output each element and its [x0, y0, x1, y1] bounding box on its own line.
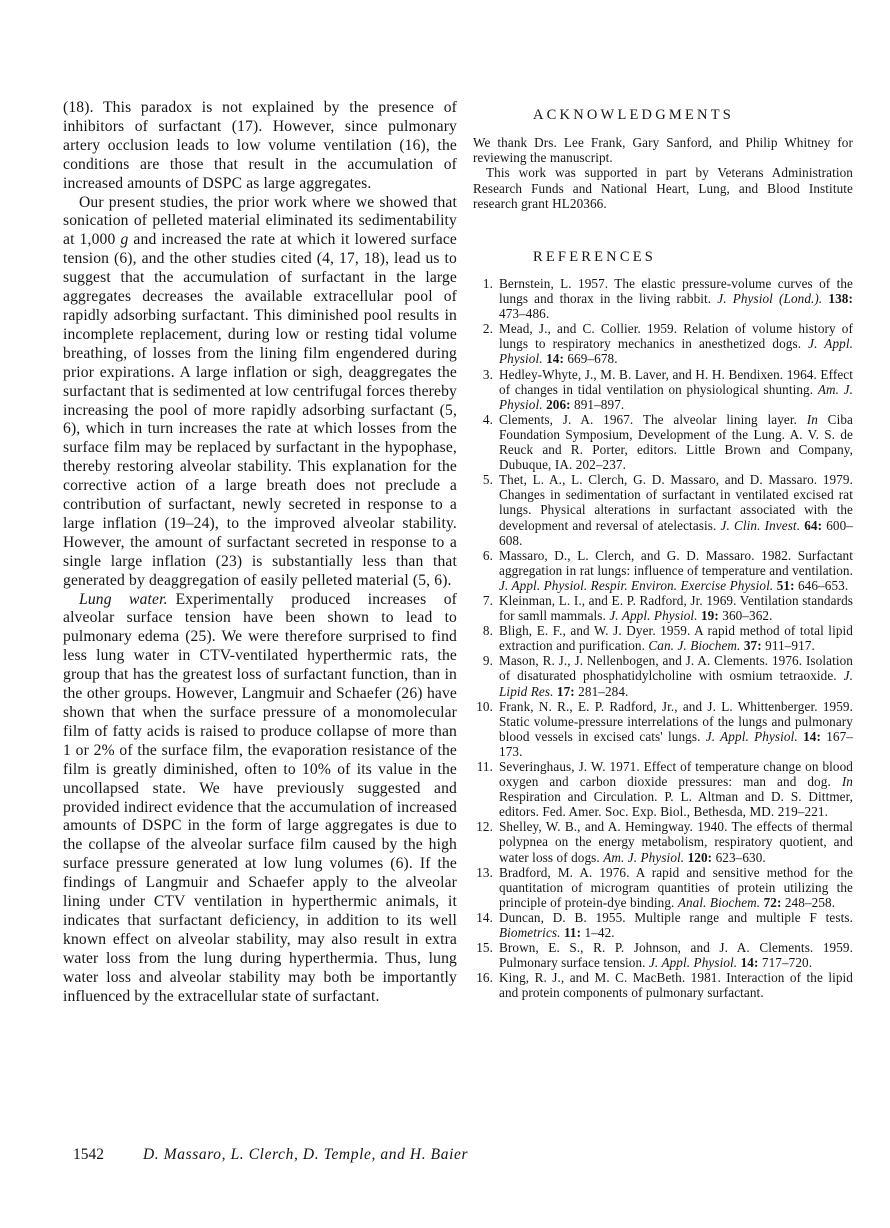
running-authors: D. Massaro, L. Clerch, D. Temple, and H. Baier: [143, 1146, 469, 1163]
reference-number: 8.: [482, 623, 493, 639]
text-run: 51:: [776, 577, 795, 593]
reference-number: 15.: [476, 940, 493, 956]
reference-text: [499, 548, 853, 593]
text-run: King, R. J., and M. C. MacBeth. 1981. Interaction of the lipid and protein components of pulmonary surfactant.: [499, 970, 853, 1001]
reference-number: 1.: [482, 276, 493, 292]
body-text-column: [63, 99, 457, 1007]
text-run: In: [806, 411, 818, 427]
text-run: Clements, J. A. 1967. The alveolar lining layer.: [499, 411, 807, 427]
text-run: 19:: [700, 608, 719, 624]
reference-number: 7.: [482, 592, 493, 608]
reference-item: [473, 412, 853, 472]
back-matter-column: [473, 99, 853, 1001]
body-paragraph: [63, 591, 457, 1007]
text-run: Bradford, M. A. 1976. A rapid and sensitive method for the quantitation of microgram quantities of protein utilizing the principle of protein-dye binding.: [499, 864, 853, 910]
text-run: 17:: [556, 683, 575, 699]
text-run: Our present studies, the prior work where we showed that sonication of pelleted material eliminated its sedimentability at 1,000: [63, 193, 457, 249]
text-run: Anal. Biochem.: [677, 894, 761, 910]
text-run: Am. J. Physiol.: [499, 381, 853, 412]
reference-number: 9.: [482, 653, 493, 669]
acknowledgments-text: [473, 135, 853, 211]
acknowledgment-paragraph: We thank Drs. Lee Frank, Gary Sanford, and Philip Whitney for reviewing the manuscript.: [473, 135, 853, 166]
text-run: Severinghaus, J. W. 1971. Effect of temperature change on blood oxygen and carbon dioxide pressures: man and dog.: [499, 759, 853, 790]
text-run: 911–917.: [761, 638, 815, 654]
reference-item: [473, 472, 853, 547]
text-run: (18). This paradox is not explained by the presence of inhibitors of surfactant (17). However, since pulmonary artery occlusion leads to low volume ventilation (16), the conditions are those that result in the accumulation of increased amounts of DSPC as large aggregates.: [63, 99, 457, 192]
text-run: Hedley-Whyte, J., M. B. Laver, and H. H. Bendixen. 1964. Effect of changes in tidal ventilation on physiological shunting.: [499, 366, 853, 397]
reference-text: [499, 653, 853, 698]
text-run: 72:: [763, 894, 782, 910]
text-run: Experimentally produced increases of alveolar surface tension have been shown to lead to pulmonary edema (25). We were therefore surprised to find less lung water in CTV-ventilated hyperthermic rats, the group that has the greatest loss of surfactant function, than in the other groups. However, Langmuir and Schaefer (26) have shown that when the surface pressure of a monomolecular film of fatty acids is raised to produce collapse of more than 1 or 2% of the surface film, the evaporation resistance of the film is greatly diminished, often to 10% of its value in the uncollapsed state. We have previously suggested and provided indirect evidence that the accumulation of increased amounts of DSPC in the form of large aggregates is due to the collapse of the alveolar surface film caused by the high surface pressure generated at low lung volumes (6). If the findings of Langmuir and Schaefer apply to the alveolar lining under CTV ventilation in hyperthermic animals, it indicates that surfactant deficiency, in addition to its well known effect on alveolar stability, may also result in extra water loss from the lung during hyperthermia. Thus, lung water loss and alveolar stability may both be importantly influenced by the extracellular state of surfactant.: [63, 590, 457, 1005]
text-run: 600–608.: [499, 517, 853, 548]
reference-item: [473, 759, 853, 819]
reference-number: 2.: [482, 321, 493, 337]
text-run: Mead, J., and C. Collier. 1959. Relation of volume history of lungs to respiratory mechanics in anesthetized dogs.: [499, 321, 853, 352]
reference-item: [473, 548, 853, 593]
text-run: Biometrics.: [499, 925, 561, 941]
reference-item: [473, 367, 853, 412]
text-run: 669–678.: [563, 351, 618, 367]
reference-text: [499, 276, 853, 321]
reference-text: [499, 759, 853, 819]
acknowledgment-paragraph: This work was supported in part by Veterans Administration Research Funds and National Heart, Lung, and Blood Institute research grant HL20366.: [473, 165, 853, 211]
reference-number: 16.: [476, 970, 493, 986]
text-run: 717–720.: [758, 955, 813, 971]
text-run: Respiration and Circulation. P. L. Altman and D. S. Dittmer, editors. Fed. Amer. Soc. Exp. Biol., Bethesda, MD. 219–221.: [499, 789, 853, 820]
text-run: J. Physiol (Lond.).: [717, 291, 823, 307]
reference-number: 12.: [476, 819, 493, 835]
reference-text: [499, 865, 853, 910]
text-run: 473–486.: [499, 306, 550, 322]
text-run: 248–258.: [781, 894, 836, 910]
text-run: Frank, N. R., E. P. Radford, Jr., and J. L. Whittenberger. 1959. Static volume-pressure interrelations of the lungs and pulmonary blood vessels in excised cats' lungs.: [499, 698, 853, 744]
reference-item: [473, 940, 853, 970]
text-run: Thet, L. A., L. Clerch, G. D. Massaro, and D. Massaro. 1979. Changes in sedimentation of surfactant in ventilated excised rat lungs. Physical alterations in surfactant associated with the development and reversal of atelectasis.: [499, 472, 853, 533]
text-run: 14:: [803, 728, 821, 744]
text-run: Mason, R. J., J. Nellenbogen, and J. A. Clements. 1976. Isolation of disaturated phosphatidylcholine with osmium tetraoxide.: [499, 653, 853, 684]
text-run: 360–362.: [718, 608, 773, 624]
reference-item: [473, 910, 853, 940]
text-run: J. Appl. Physiol.: [705, 728, 798, 744]
text-run: Kleinman, L. I., and E. P. Radford, Jr. 1969. Ventilation standards for samll mammals.: [499, 592, 853, 624]
reference-list: [473, 276, 853, 1001]
text-run: and increased the rate at which it lowered surface tension (6), and the other studies cited (4, 17, 18), lead us to suggest that the accumulation of surfactant in the large aggregates decreases the available extracellular pool of rapidly adsorbing surfactant. This diminished pool results in incomplete replacement, during low or resting tidal volume breathing, of losses from the lining film engendered during prior expirations. A large inflation or sigh, deaggregates the surfactant that is sedimented at low centrifugal forces thereby increasing the pool of more rapidly adsorbing surfactant (5, 6), which in turn increases the rate at which losses from the surface film may be replaced by surfactant in the hypophase, thereby restoring alveolar stability. This explanation for the corrective action of a large breath does not preclude a contribution of surfactant, newly secreted in response to a large inflation (19–24), to the improved alveolar stability. However, the amount of surfactant secreted in response to a single large inflation (23) is substantially less than that generated by deaggregation of easily pelleted material (5, 6).: [63, 231, 457, 589]
text-run: Shelley, W. B., and A. Hemingway. 1940. The effects of thermal polypnea on the energy metabolism, respiratory quotient, and water loss of dogs.: [499, 819, 853, 865]
reference-item: [473, 623, 853, 653]
reference-number: 5.: [482, 472, 493, 488]
text-run: J. Appl. Physiol.: [499, 336, 853, 367]
reference-text: [499, 367, 853, 412]
reference-text: [499, 699, 853, 759]
body-paragraph: [63, 194, 457, 591]
text-run: Duncan, D. B. 1955. Multiple range and multiple F tests.: [499, 909, 853, 925]
text-run: Bligh, E. F., and W. J. Dyer. 1959. A rapid method of total lipid extraction and purification.: [499, 623, 853, 654]
reference-item: [473, 819, 853, 864]
text-run: Ciba Foundation Symposium, Development of the Lung. A. V. S. de Reuck and R. Porter, editors. Little Brown and Company, Dubuque, IA. 202–237.: [499, 411, 853, 473]
reference-item: [473, 593, 853, 623]
reference-number: 6.: [482, 547, 493, 563]
text-run: J. Clin. Invest.: [720, 517, 801, 533]
page-footer: [73, 1146, 468, 1164]
reference-text: [499, 472, 853, 547]
text-run: Brown, E. S., R. P. Johnson, and J. A. Clements. 1959. Pulmonary surface tension.: [499, 940, 853, 971]
page-number: 1542: [73, 1146, 104, 1163]
references-heading: REFERENCES: [533, 249, 657, 266]
reference-text: [499, 940, 853, 970]
text-run: 623–630.: [712, 849, 766, 865]
reference-number: 10.: [476, 698, 493, 714]
text-run: Am. J. Physiol.: [603, 849, 685, 865]
reference-item: [473, 653, 853, 698]
text-run: 14:: [546, 351, 564, 367]
reference-text: [499, 412, 853, 472]
reference-item: [473, 276, 853, 321]
body-paragraph: [63, 99, 457, 194]
reference-text: [499, 593, 853, 623]
text-run: 646–653.: [794, 577, 849, 593]
text-run: J. Lipid Res.: [499, 668, 853, 699]
reference-number: 14.: [476, 909, 493, 925]
text-run: Lung water.: [79, 590, 168, 608]
text-run: 11:: [563, 925, 582, 941]
text-run: 1–42.: [581, 925, 615, 941]
text-run: Massaro, D., L. Clerch, and G. D. Massaro. 1982. Surfactant aggregation in rat lungs: influence of temperature and ventilation.: [499, 547, 853, 578]
text-run: Can. J. Biochem.: [648, 638, 741, 654]
text-run: 206:: [546, 396, 571, 412]
reference-item: [473, 970, 853, 1000]
reference-text: [499, 623, 853, 653]
text-run: 120:: [687, 849, 713, 865]
text-run: 14:: [740, 955, 759, 971]
text-run: 281–284.: [574, 683, 629, 699]
reference-number: 13.: [476, 864, 493, 880]
text-run: J. Appl. Physiol.: [648, 955, 738, 971]
text-run: 37:: [743, 638, 762, 654]
reference-number: 11.: [476, 759, 493, 775]
text-run: 64:: [804, 517, 823, 533]
reference-item: [473, 865, 853, 910]
acknowledgments-heading: ACKNOWLEDGMENTS: [533, 107, 735, 123]
reference-item: [473, 699, 853, 759]
reference-item: [473, 321, 853, 366]
reference-number: 4.: [482, 411, 493, 427]
reference-text: [499, 321, 853, 366]
reference-text: [499, 819, 853, 864]
text-run: J. Appl. Physiol.: [609, 608, 698, 624]
text-run: In: [841, 774, 853, 790]
reference-text: [499, 970, 853, 1000]
text-run: Bernstein, L. 1957. The elastic pressure-volume curves of the lungs and thorax in the living rabbit.: [499, 276, 853, 307]
text-run: 891–897.: [570, 396, 625, 412]
text-run: 167–173.: [499, 728, 853, 759]
text-run: J. Appl. Physiol. Respir. Environ. Exercise Physiol.: [499, 577, 774, 593]
text-run: g: [120, 231, 129, 249]
text-run: 138:: [828, 291, 853, 307]
reference-number: 3.: [482, 366, 493, 382]
reference-text: [499, 910, 853, 940]
